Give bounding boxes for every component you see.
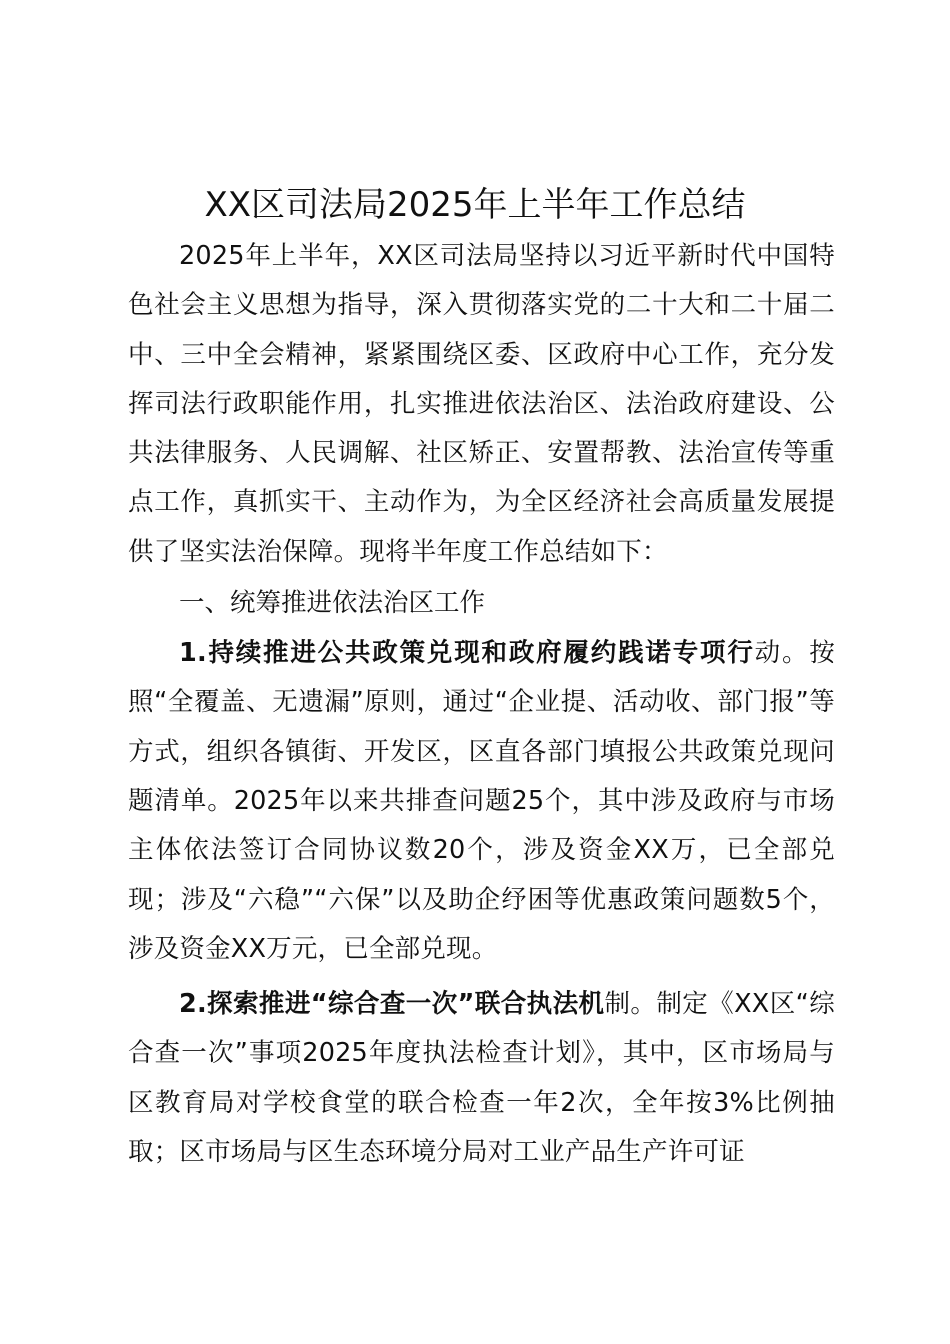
item-lead-2: 2.探索推进“综合查一次”联合执法机 [179, 989, 605, 1020]
item-body-2: 制。制定《XX区“综合查一次”事项2025年度执法检查计划》，其中，区市场局与区教育局对学校食堂的联合检查一年2次，全年按3%比例抽取；区市场局与区生态环境分局对工业产品生产许可证 [128, 989, 835, 1168]
section-heading: 一、统筹推进依法治区工作 [179, 588, 486, 619]
item-lead-1: 1.持续推进公共政策兑现和政府履约践诺专项行 [179, 638, 755, 669]
document-body [128, 232, 835, 1177]
document-title: XX区司法局2025年上半年工作总结 [204, 185, 746, 225]
item-body-1: 动。按照“全覆盖、无遗漏”原则，通过“企业提、活动收、部门报”等方式，组织各镇街、开发区，区直各部门填报公共政策兑现问题清单。2025年以来共排查问题25个，其中涉及政府与市场主体依法签订合同协议数20个，涉及资金XX万，已全部兑现；涉及“六稳”“六保”以及助企纾困等优惠政策问题数5个，涉及资金XX万元，已全部兑现。 [128, 638, 835, 964]
item-paragraph-2 [128, 980, 835, 1177]
intro-paragraph: 2025年上半年，XX区司法局坚持以习近平新时代中国特色社会主义思想为指导，深入贯彻落实党的二十大和二十届二中、三中全会精神，紧紧围绕区委、区政府中心工作，充分发挥司法行政职能作用，扎实推进依法治区、法治政府建设、公共法律服务、人民调解、社区矫正、安置帮教、法治宣传等重点工作，真抓实干、主动作为，为全区经济社会高质量发展提供了坚实法治保障。现将半年度工作总结如下： [128, 241, 835, 567]
item-paragraph-1 [128, 629, 835, 974]
